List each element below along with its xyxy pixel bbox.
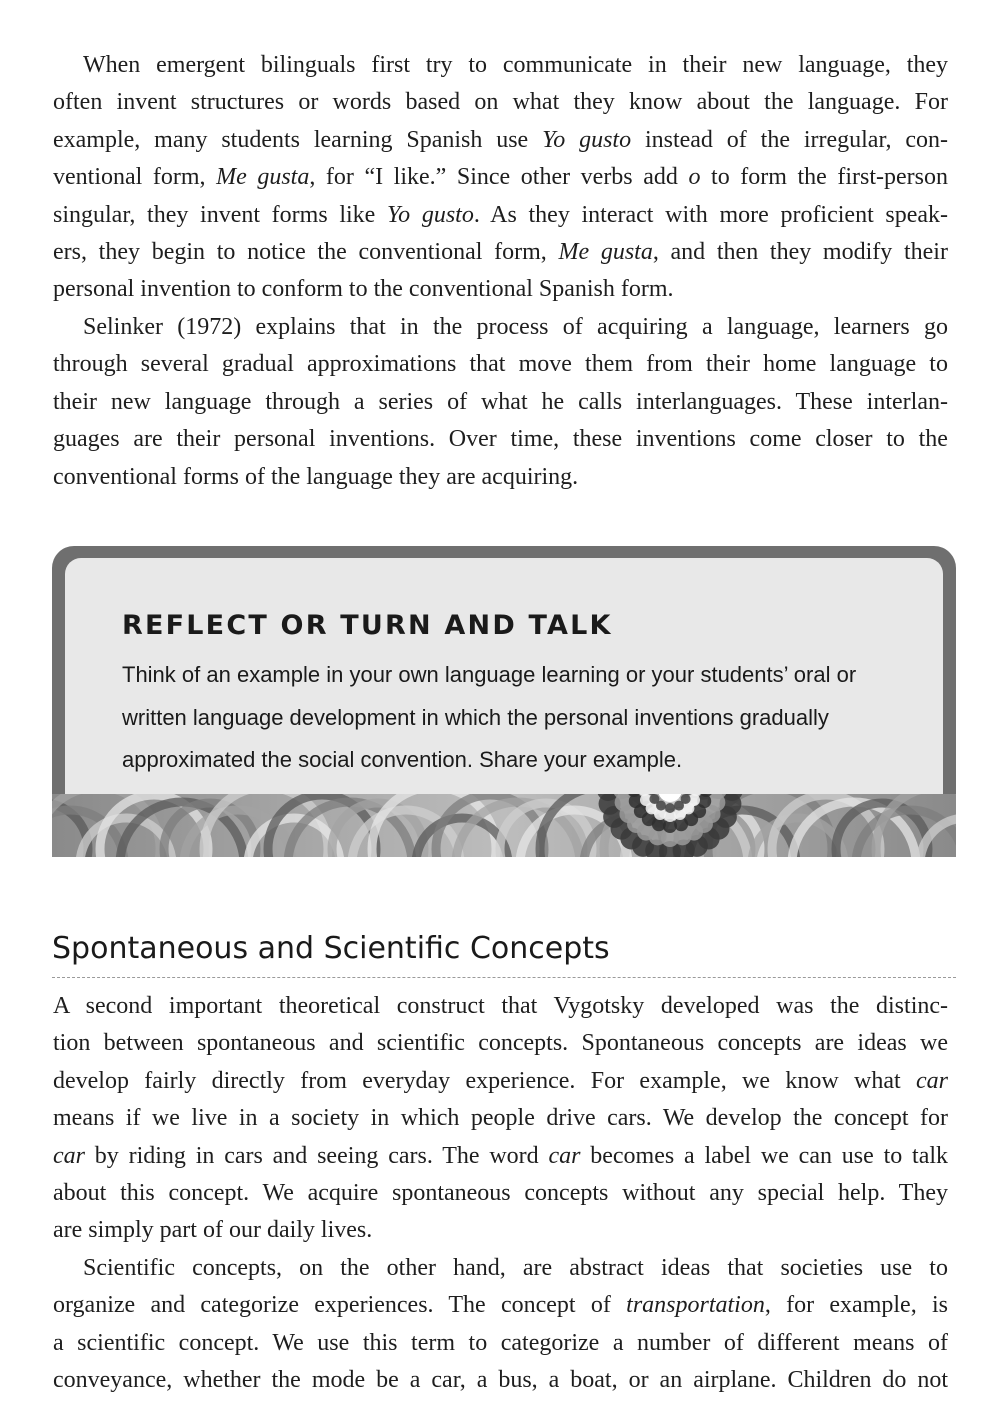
text-line: conventional forms of the language they are acquiring. bbox=[53, 463, 579, 490]
text-line: about this concept. We acquire spontaneous concepts without any special help. They bbox=[53, 1180, 948, 1207]
italic-term: Yo gusto bbox=[387, 201, 474, 228]
paragraph-spontaneous-concepts bbox=[53, 988, 948, 1250]
heading-dashed-rule bbox=[52, 977, 956, 978]
text-line: through several gradual approximations that move them from their home language to bbox=[53, 351, 948, 378]
text-line: means if we live in a society in which people drive cars. We develop the concept for bbox=[53, 1105, 949, 1132]
italic-term: Me gusta bbox=[216, 164, 310, 191]
text-line: tion between spontaneous and scientific concepts. Spontaneous concepts are ideas we bbox=[53, 1030, 949, 1057]
italic-term: Yo gusto bbox=[542, 126, 632, 153]
paragraph-personal-inventions bbox=[53, 47, 948, 309]
callout-panel bbox=[65, 558, 943, 808]
text-line: When emergent bilinguals first try to communicate in their new language, they bbox=[83, 52, 949, 78]
text-line: guages are their personal inventions. Over time, these inventions come closer to the bbox=[53, 426, 948, 453]
italic-term: car bbox=[53, 1142, 85, 1169]
text-line: conveyance, whether the mode be a car, a bus, a boat, or an airplane. Children do not bbox=[53, 1367, 949, 1394]
text-line: a scientific concept. We use this term to categorize a number of different means of bbox=[53, 1329, 948, 1356]
text-line: are simply part of our daily lives. bbox=[53, 1217, 373, 1244]
text-line: ers, they begin to notice the conventional form, Me gusta, and then they modify their bbox=[53, 239, 948, 266]
mandala-ornament-band bbox=[52, 794, 956, 857]
text-line: organize and categorize experiences. The concept of transportation, for example, is bbox=[53, 1292, 948, 1319]
text-line: A second important theoretical construct that Vygotsky developed was the distinc- bbox=[53, 993, 949, 1019]
text-line: often invent structures or words based on what they know about the language. For bbox=[53, 89, 948, 116]
callout-line: written language development in which the personal inventions gradually bbox=[122, 704, 829, 730]
text-line: personal invention to conform to the conventional Spanish form. bbox=[53, 276, 674, 303]
text-line: their new language through a series of what he calls interlanguages. These interlan- bbox=[53, 388, 948, 415]
text-line: ventional form, Me gusta, for “I like.” Since other verbs add o to form the first-person bbox=[53, 164, 949, 191]
italic-term: car bbox=[916, 1067, 949, 1094]
section-heading: Spontaneous and Scientific Concepts bbox=[52, 931, 610, 966]
reflect-callout-box bbox=[52, 546, 956, 857]
italic-term: Me gusta bbox=[558, 239, 653, 266]
callout-line: approximated the social convention. Share your example. bbox=[122, 747, 683, 772]
italic-term: transportation bbox=[626, 1292, 765, 1319]
italic-term: o bbox=[688, 164, 701, 191]
callout-title: REFLECT OR TURN AND TALK bbox=[122, 610, 613, 641]
paragraph-interlanguages bbox=[53, 309, 948, 496]
callout-body bbox=[122, 654, 922, 782]
text-line: car by riding in cars and seeing cars. The word car becomes a label we can use to talk bbox=[53, 1142, 949, 1169]
text-line: Scientific concepts, on the other hand, are abstract ideas that societies use to bbox=[83, 1255, 948, 1281]
text-line: singular, they invent forms like Yo gusto. As they interact with more proficient speak- bbox=[53, 201, 949, 228]
callout-line: Think of an example in your own language learning or your students’ oral or bbox=[122, 662, 857, 687]
italic-term: car bbox=[548, 1142, 581, 1169]
text-line: develop fairly directly from everyday experience. For example, we know what car bbox=[53, 1067, 949, 1094]
text-line: Selinker (1972) explains that in the process of acquiring a language, learners go bbox=[83, 314, 948, 340]
paragraph-scientific-concepts bbox=[53, 1250, 948, 1400]
text-line: example, many students learning Spanish use Yo gusto instead of the irregular, con- bbox=[53, 126, 948, 153]
